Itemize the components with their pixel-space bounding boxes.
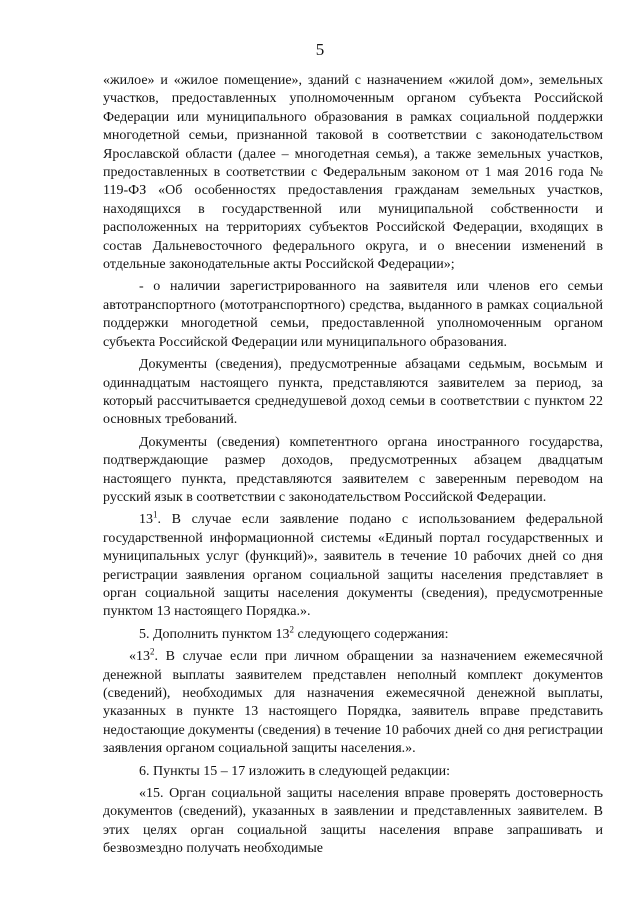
paragraph-foreign-documents: Документы (сведения) компетентного органа иностранного государства, подтверждающие размер доходов, предусмотренных абзацем двадцатым настоящего пункта, представляются заявителем с заверенным переводом на русский язык в соответствии с законодательством Российской Федерации. bbox=[103, 434, 603, 505]
page-number: 5 bbox=[315, 40, 325, 59]
amendment-superscript: 2 bbox=[289, 624, 294, 635]
paragraph-13-1 bbox=[103, 511, 603, 621]
amendment-text-end: следующего содержания: bbox=[293, 626, 449, 642]
clause-superscript: 1 bbox=[153, 509, 158, 520]
amendment-text: 5. Дополнить пунктом 13 bbox=[139, 626, 290, 642]
clause-text: . В случае если при личном обращении за назначением ежемесячной денежной выплаты заявителем представлен неполный комплект документов (сведений), необходимых для назначения ежемесячной денежной выплаты, указанных в пункте 13 настоящего Порядка, заявитель вправе представить недостающие документы (сведения) в течение 10 рабочих дней со дня регистрации заявления органом социальной защиты населения.». bbox=[103, 649, 603, 757]
paragraph-vehicle: - о наличии зарегистрированного на заявителя или членов его семьи автотранспортного (мототранспортного) средства, выданного в рамках социальной поддержки многодетной семьи, предоставленной уполномоченным органом субъекта Российской Федерации или муниципального образования. bbox=[103, 279, 603, 350]
paragraph-dwelling-list: «жилое» и «жилое помещение», зданий с назначением «жилой дом», земельных участков, предоставленных уполномоченным органом субъекта Российской Федерации или муниципального образования в рамках социальной поддержки многодетной семьи, признанной таковой в соответствии с законодательством Ярославской области (далее – многодетная семья), а также земельных участков, предоставленных в соответствии с Федеральным законом от 1 мая 2016 года № 119-ФЗ «Об особенностях предоставления гражданам земельных участков, находящихся в государственной или муниципальной собственности и расположенных на территориях субъектов Российской Федерации, входящих в состав Дальневосточного федерального округа, и о внесении изменений в отдельные законодательные акты Российской Федерации»; bbox=[103, 73, 603, 273]
paragraph-13-2 bbox=[103, 648, 603, 758]
paragraph-documents-period: Документы (сведения), предусмотренные абзацами седьмым, восьмым и одиннадцатым настоящего пункта, представляются заявителем за период, за который рассчитывается среднедушевой доход семьи в соответствии с пунктом 22 основных требований. bbox=[103, 357, 603, 428]
paragraph-amendment-5 bbox=[103, 626, 603, 644]
clause-number: «13 bbox=[129, 649, 150, 665]
clause-text: . В случае если заявление подано с использованием федеральной государственной информационной системы «Единый портал государственных и муниципальных услуг (функций)», заявитель в течение 10 рабочих дней со дня регистрации заявления органом социальной защиты населения представляет в орган социальной защиты населения документы (сведения), предусмотренные пунктом 13 настоящего Порядка.». bbox=[103, 512, 603, 620]
clause-number: 13 bbox=[139, 512, 153, 528]
clause-superscript: 2 bbox=[150, 646, 155, 657]
document-body bbox=[103, 72, 603, 863]
paragraph-15: «15. Орган социальной защиты населения вправе проверять достоверность документов (сведений), указанных в заявлении и представленных заявителем. В этих целях орган социальной защиты населения вправе запрашивать и безвозмездно получать необходимые bbox=[103, 786, 603, 857]
paragraph-amendment-6: 6. Пункты 15 – 17 изложить в следующей редакции: bbox=[139, 763, 451, 779]
